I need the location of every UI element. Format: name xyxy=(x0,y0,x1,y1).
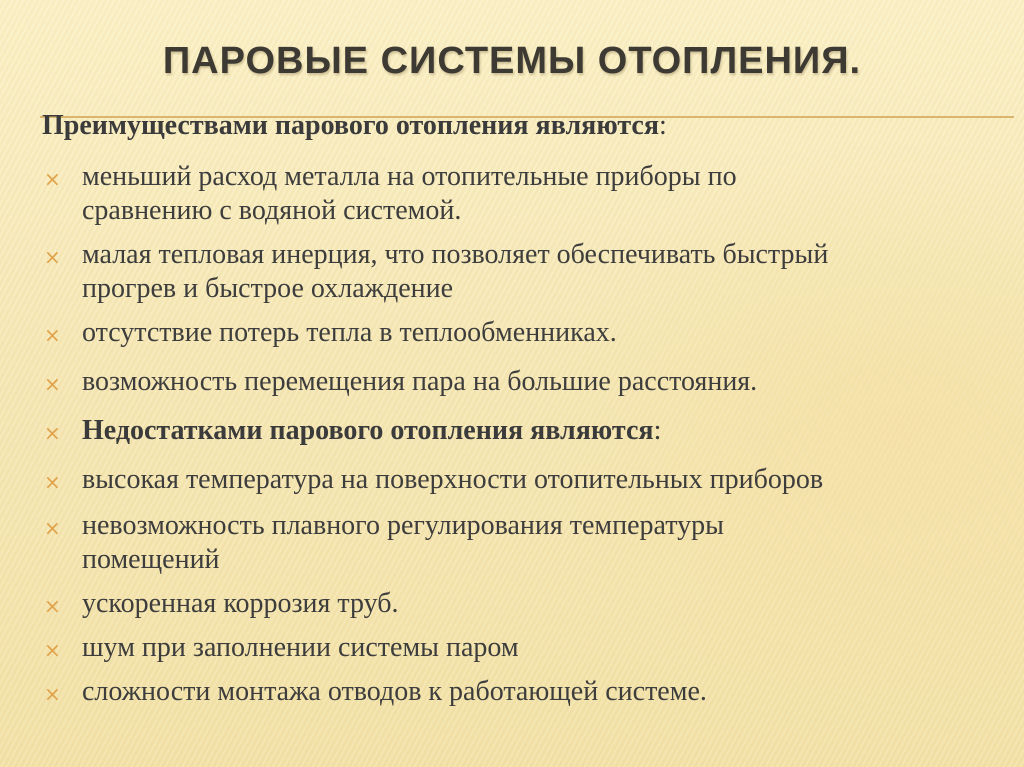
list-item xyxy=(44,587,1014,621)
list-item xyxy=(44,316,1014,350)
list-item xyxy=(44,365,1014,399)
list-item-text: невозможность плавного регулирования температуры помещений xyxy=(82,510,724,575)
disadvantages-heading xyxy=(44,414,1014,448)
list-item xyxy=(44,675,1014,709)
list-item xyxy=(44,509,1014,577)
cross-bullet-icon: × xyxy=(44,323,61,347)
cross-bullet-icon: × xyxy=(44,245,61,269)
list-item xyxy=(44,238,1014,306)
disadvantages-heading-label: Недостатками парового отопления являются xyxy=(82,415,654,446)
list-item-text: малая тепловая инерция, что позволяет обеспечивать быстрый прогрев и быстрое охлаждение xyxy=(82,239,829,304)
list-item-text: меньший расход металла на отопительные приборы по сравнению с водяной системой. xyxy=(82,161,737,226)
list-item-text: шум при заполнении системы паром xyxy=(82,632,519,663)
list-item-text: ускоренная коррозия труб. xyxy=(82,588,399,619)
bullet-list xyxy=(44,160,1014,709)
list-item-text: отсутствие потерь тепла в теплообменниках. xyxy=(82,317,617,348)
advantages-heading-text: Преимуществами парового отопления являются xyxy=(42,110,660,141)
heading-colon: : xyxy=(659,110,667,141)
disadvantages-heading-text xyxy=(82,415,661,446)
list-item xyxy=(44,631,1014,665)
cross-bullet-icon: × xyxy=(44,638,61,662)
list-item-text: высокая температура на поверхности отопительных приборов xyxy=(82,464,824,495)
slide-title: ПАРОВЫЕ СИСТЕМЫ ОТОПЛЕНИЯ. xyxy=(162,40,862,82)
cross-bullet-icon: × xyxy=(44,516,61,540)
list-item-text: сложности монтажа отводов к работающей системе. xyxy=(82,676,707,707)
list-item-text: возможность перемещения пара на большие расстояния. xyxy=(82,366,758,397)
cross-bullet-icon: × xyxy=(44,594,61,618)
cross-bullet-icon: × xyxy=(44,372,61,396)
cross-bullet-icon: × xyxy=(44,682,61,706)
advantages-heading xyxy=(42,110,667,142)
cross-bullet-icon: × xyxy=(44,421,61,445)
cross-bullet-icon: × xyxy=(44,470,61,494)
list-item xyxy=(44,160,1014,228)
cross-bullet-icon: × xyxy=(44,167,61,191)
heading-colon: : xyxy=(653,415,662,446)
list-item xyxy=(44,463,1014,497)
